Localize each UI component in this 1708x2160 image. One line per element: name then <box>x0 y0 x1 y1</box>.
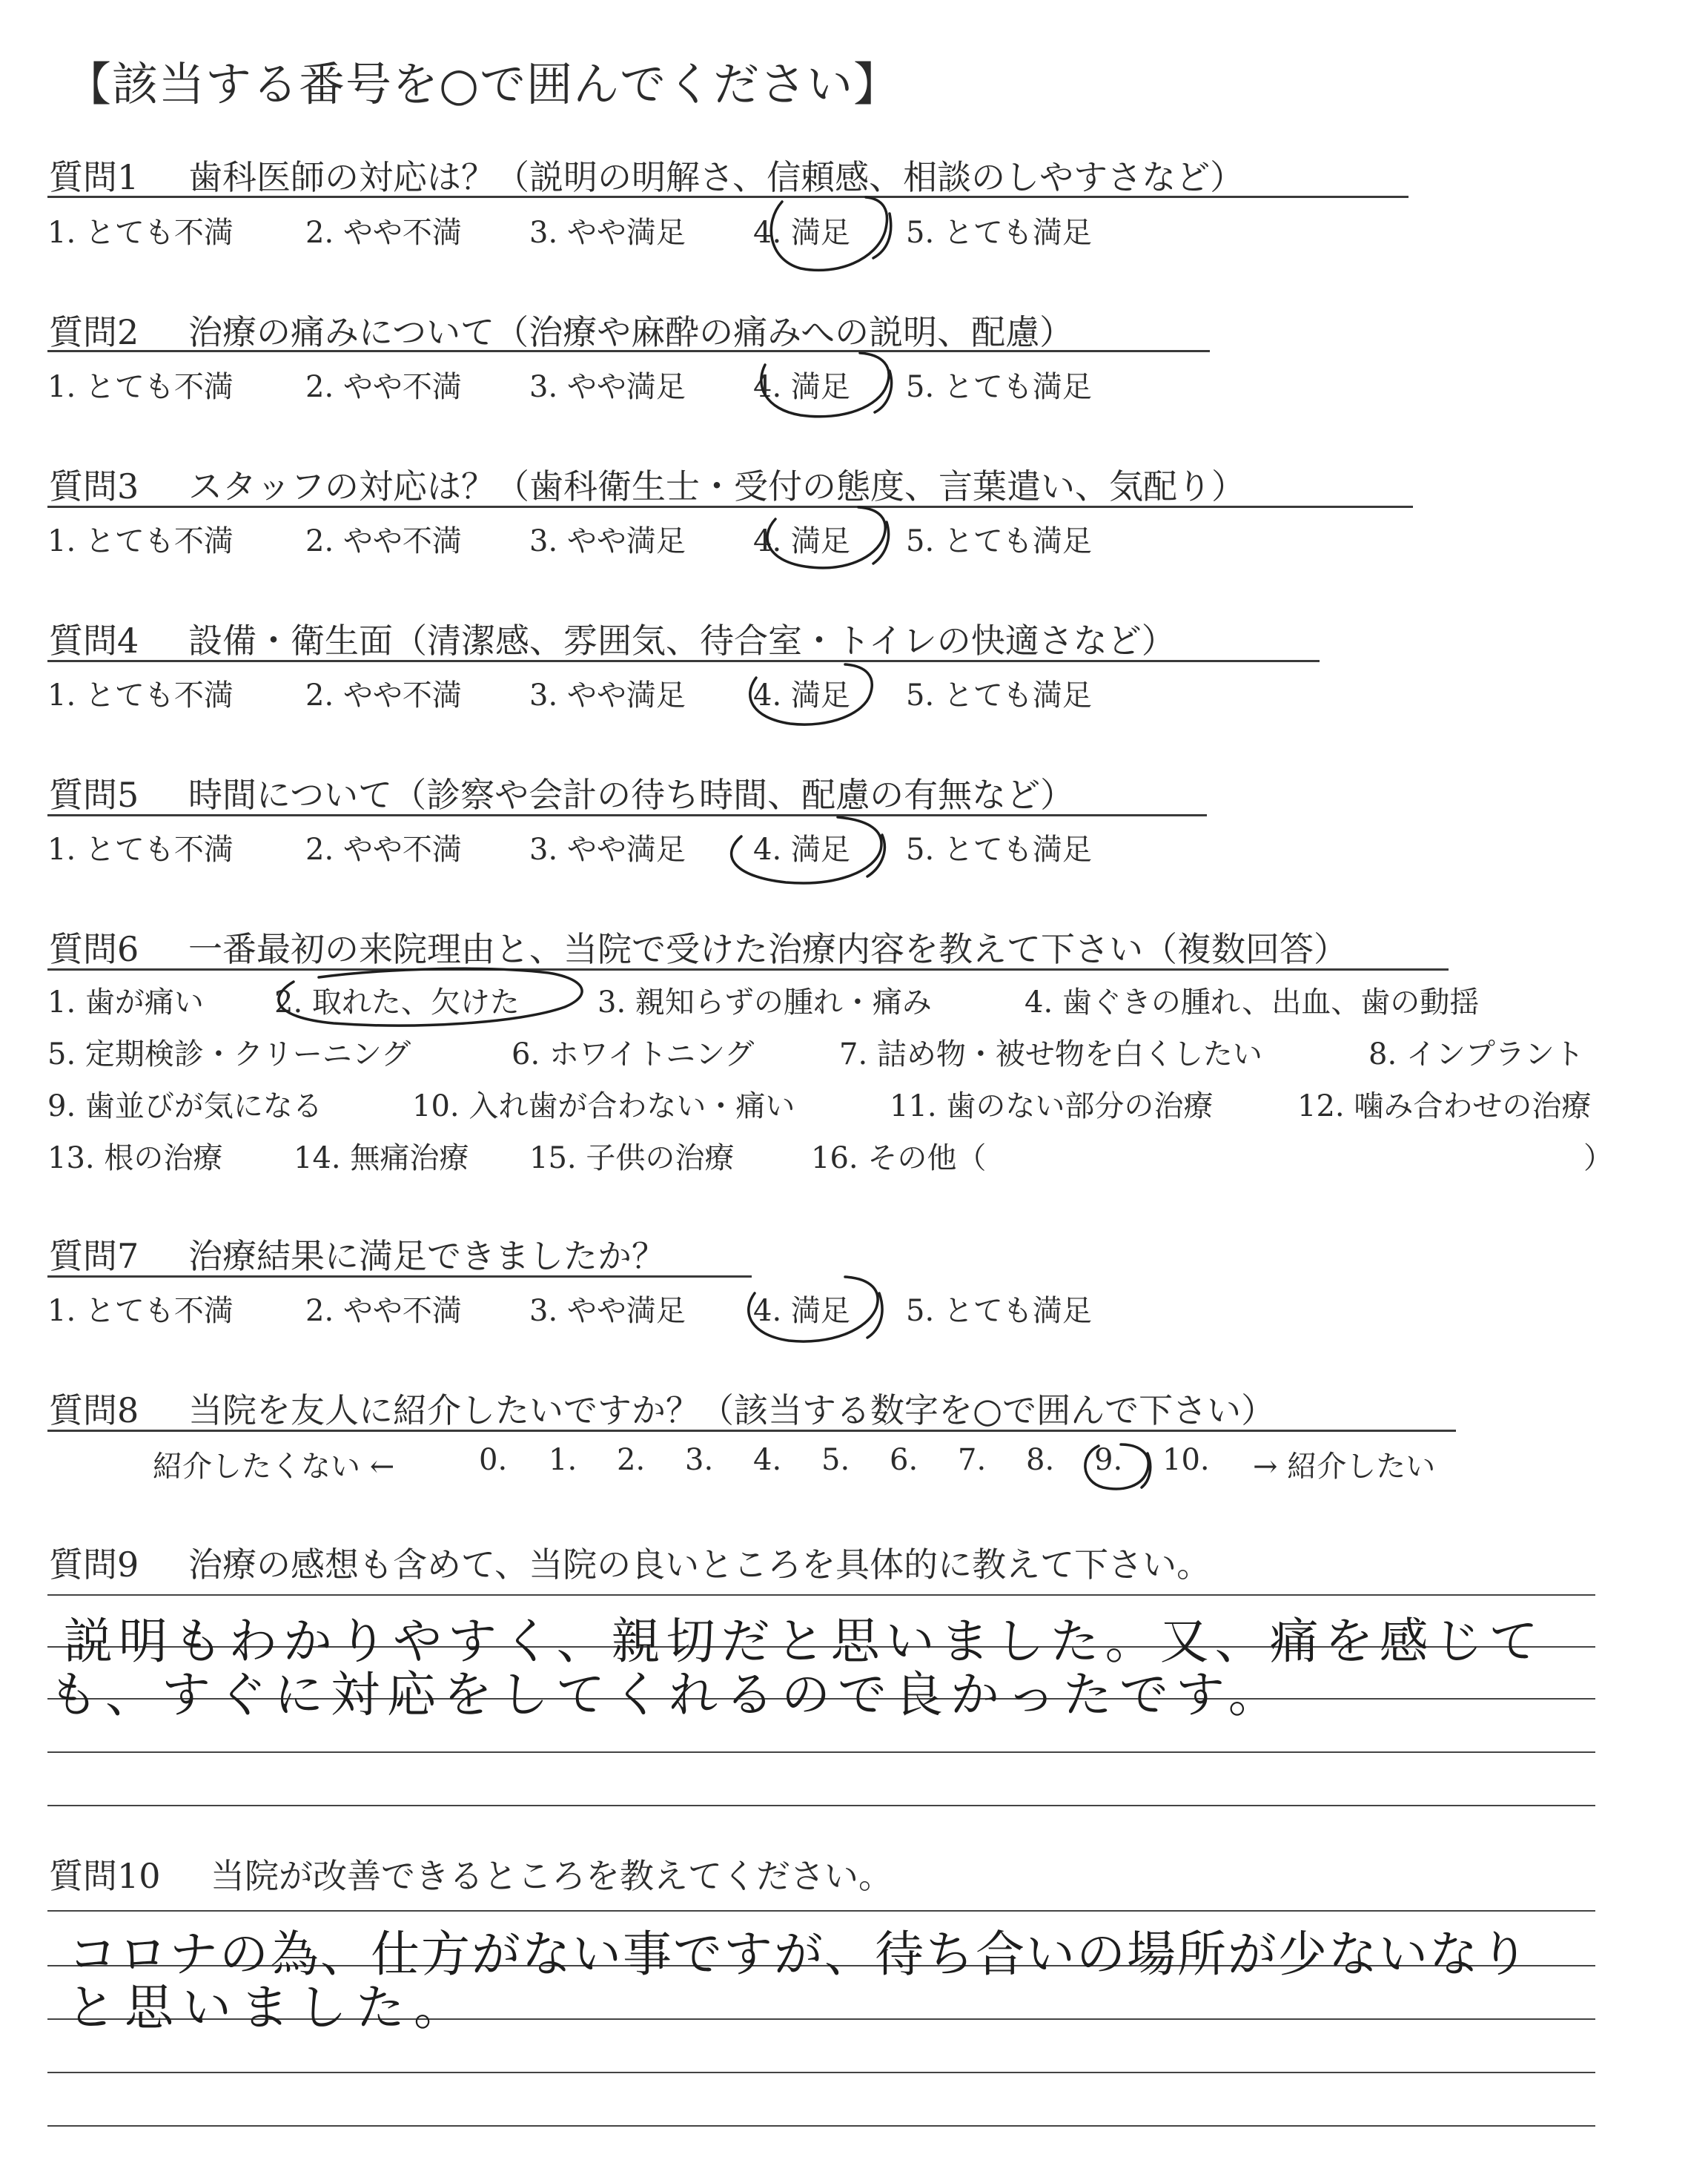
q9-answer-line-1 <box>47 1594 1595 1596</box>
q2-option-1[interactable]: 1. とても不満 <box>47 370 234 404</box>
scale-number-3[interactable]: 3. <box>685 1443 714 1477</box>
question-2-text: 治療の痛みについて（治療や麻酔の痛みへの説明、配慮） <box>188 312 1074 352</box>
q5-option-5[interactable]: 5. とても満足 <box>906 833 1092 867</box>
question-7-underline <box>47 1275 752 1278</box>
q6-option-9[interactable]: 9. 歯並びが気になる <box>47 1089 322 1123</box>
q5-option-4[interactable]: 4. 満足 <box>753 833 850 867</box>
q6-option-11[interactable]: 11. 歯のない部分の治療 <box>890 1089 1214 1123</box>
q1-option-4[interactable]: 4. 満足 <box>753 216 850 250</box>
q7-option-1[interactable]: 1. とても不満 <box>47 1294 234 1328</box>
q2-option-3[interactable]: 3. やや満足 <box>529 370 686 404</box>
question-6-options-row-4 <box>0 1135 1708 1175</box>
question-1-text: 歯科医師の対応は？（説明の明解さ、信頼感、相談のしやすさなど） <box>188 157 1245 197</box>
scale-number-9[interactable]: 9. <box>1094 1443 1123 1477</box>
q3-option-2[interactable]: 2. やや不満 <box>305 524 462 558</box>
question-3-underline <box>47 506 1413 508</box>
question-4-options <box>0 672 1708 713</box>
scale-number-4[interactable]: 4. <box>753 1443 782 1477</box>
q10-answer-line-5 <box>47 2125 1595 2127</box>
q6-option-8[interactable]: 8. インプラント <box>1368 1037 1584 1071</box>
q5-option-2[interactable]: 2. やや不満 <box>305 833 462 867</box>
q6-option-6[interactable]: 6. ホワイトニング <box>512 1037 755 1071</box>
q3-option-1[interactable]: 1. とても不満 <box>47 524 234 558</box>
question-9-text: 治療の感想も含めて、当院の良いところを具体的に教えて下さい。 <box>188 1545 1211 1585</box>
q4-option-1[interactable]: 1. とても不満 <box>47 678 234 713</box>
question-7 <box>49 1229 666 1278</box>
question-5-text: 時間について（診察や会計の待ち時間、配慮の有無など） <box>188 775 1075 815</box>
question-5-underline <box>47 814 1207 816</box>
q6-option-10[interactable]: 10. 入れ歯が合わない・痛い <box>412 1089 795 1123</box>
q5-option-3[interactable]: 3. やや満足 <box>529 833 686 867</box>
scale-number-8[interactable]: 8. <box>1026 1443 1055 1477</box>
q6-option-14[interactable]: 14. 無痛治療 <box>294 1141 469 1175</box>
question-3-options <box>0 518 1708 558</box>
question-1-underline <box>47 196 1409 198</box>
q4-option-4[interactable]: 4. 満足 <box>753 678 850 713</box>
question-1 <box>49 151 1244 199</box>
question-6-text: 一番最初の来院理由と、当院で受けた治療内容を教えて下さい（複数回答） <box>188 929 1348 969</box>
scale-number-2[interactable]: 2. <box>617 1443 646 1477</box>
question-9 <box>49 1538 1211 1587</box>
q6-option-2[interactable]: 2. 取れた、欠けた <box>274 985 520 1020</box>
question-4-number: 質問4 <box>49 621 139 661</box>
question-9-number: 質問9 <box>49 1545 139 1585</box>
q4-option-3[interactable]: 3. やや満足 <box>529 678 686 713</box>
q6-option-3[interactable]: 3. 親知らずの腫れ・痛み <box>598 985 932 1020</box>
q10-answer-line-4 <box>47 2072 1595 2073</box>
q2-option-5[interactable]: 5. とても満足 <box>906 370 1092 404</box>
scale-right-label: → 紹介したい <box>1253 1450 1436 1484</box>
scale-number-7[interactable]: 7. <box>958 1443 987 1477</box>
q9-handwritten-answer-line-2: も、すぐに対応をしてくれるので良かったです。 <box>49 1666 1285 1723</box>
question-8-text: 当院を友人に紹介したいですか？（該当する数字を○で囲んで下さい） <box>188 1390 1276 1430</box>
question-6-options-row-3 <box>0 1083 1708 1123</box>
q7-option-3[interactable]: 3. やや満足 <box>529 1294 686 1328</box>
question-10 <box>49 1849 893 1898</box>
scale-number-10[interactable]: 10. <box>1162 1443 1210 1477</box>
q7-option-5[interactable]: 5. とても満足 <box>906 1294 1092 1328</box>
q6-option-16[interactable]: 16. その他（ <box>811 1141 987 1175</box>
q10-handwritten-answer-line-1: コロナの為、仕方がない事ですが、待ち合いの場所が少ないなり <box>68 1926 1530 1983</box>
form-header: 【該当する番号を○で囲んでください】 <box>65 57 901 111</box>
question-1-number: 質問1 <box>49 157 139 197</box>
scale-number-6[interactable]: 6. <box>890 1443 918 1477</box>
question-2-underline <box>47 350 1210 352</box>
q6-option-1[interactable]: 1. 歯が痛い <box>47 985 204 1020</box>
question-6-number: 質問6 <box>49 929 139 969</box>
q5-option-1[interactable]: 1. とても不満 <box>47 833 234 867</box>
question-3 <box>49 460 1245 509</box>
question-8-number: 質問8 <box>49 1390 139 1430</box>
q4-option-5[interactable]: 5. とても満足 <box>906 678 1092 713</box>
question-4-text: 設備・衛生面（清潔感、雰囲気、待合室・トイレの快適さなど） <box>188 621 1176 661</box>
q3-option-4[interactable]: 4. 満足 <box>753 524 850 558</box>
question-5-options <box>0 826 1708 867</box>
q3-option-5[interactable]: 5. とても満足 <box>906 524 1092 558</box>
question-2-number: 質問2 <box>49 312 139 352</box>
question-7-options <box>0 1287 1708 1328</box>
q6-option-13[interactable]: 13. 根の治療 <box>47 1141 223 1175</box>
question-6-options-row-1 <box>0 979 1708 1020</box>
question-6 <box>49 922 1348 971</box>
scale-number-1[interactable]: 1. <box>549 1443 577 1477</box>
q10-answer-line-1 <box>47 1910 1595 1912</box>
q2-option-4[interactable]: 4. 満足 <box>753 370 850 404</box>
q7-option-2[interactable]: 2. やや不満 <box>305 1294 462 1328</box>
question-2 <box>49 305 1073 354</box>
q9-handwritten-answer-line-1: 説明もわかりやすく、親切だと思いました。又、痛を感じて <box>64 1613 1544 1670</box>
q2-option-2[interactable]: 2. やや不満 <box>305 370 462 404</box>
q1-option-2[interactable]: 2. やや不満 <box>305 216 462 250</box>
question-5-number: 質問5 <box>49 775 139 815</box>
question-6-options-row-2 <box>0 1031 1708 1071</box>
q7-option-4[interactable]: 4. 満足 <box>753 1294 850 1328</box>
question-10-text: 当院が改善できるところを教えてください。 <box>211 1856 893 1896</box>
q6-option-12[interactable]: 12. 噛み合わせの治療 <box>1297 1089 1592 1123</box>
question-3-number: 質問3 <box>49 466 139 506</box>
question-8-underline <box>47 1430 1456 1432</box>
scale-number-0[interactable]: 0. <box>479 1443 508 1477</box>
scale-number-5[interactable]: 5. <box>821 1443 850 1477</box>
question-5 <box>49 768 1074 817</box>
question-7-number: 質問7 <box>49 1236 139 1276</box>
q4-option-2[interactable]: 2. やや不満 <box>305 678 462 713</box>
scale-left-label: 紹介したくない ← <box>153 1450 395 1484</box>
q9-answer-line-5 <box>47 1805 1595 1806</box>
question-2-options <box>0 363 1708 404</box>
q1-option-5[interactable]: 5. とても満足 <box>906 216 1092 250</box>
question-10-number: 質問10 <box>49 1856 161 1896</box>
question-1-options <box>0 209 1708 250</box>
q10-handwritten-answer-line-2: と思いました。 <box>67 1979 471 2036</box>
q6-option-4[interactable]: 4. 歯ぐきの腫れ、出血、歯の動揺 <box>1025 985 1480 1020</box>
question-8-scale <box>0 1443 1708 1484</box>
q6-other-close-paren: ） <box>1583 1141 1613 1175</box>
question-4-underline <box>47 660 1320 662</box>
q3-option-3[interactable]: 3. やや満足 <box>529 524 686 558</box>
question-6-underline <box>47 968 1449 971</box>
q6-option-5[interactable]: 5. 定期検診・クリーニング <box>47 1037 411 1071</box>
question-3-text: スタッフの対応は？（歯科衛生士・受付の態度、言葉遣い、気配り） <box>188 466 1245 506</box>
q6-option-15[interactable]: 15. 子供の治療 <box>529 1141 735 1175</box>
question-7-text: 治療結果に満足できましたか？ <box>188 1236 666 1276</box>
question-4 <box>49 614 1176 663</box>
q1-option-3[interactable]: 3. やや満足 <box>529 216 686 250</box>
q9-answer-line-4 <box>47 1751 1595 1753</box>
question-8 <box>49 1384 1275 1433</box>
q6-option-7[interactable]: 7. 詰め物・被せ物を白くしたい <box>839 1037 1262 1071</box>
q1-option-1[interactable]: 1. とても不満 <box>47 216 234 250</box>
